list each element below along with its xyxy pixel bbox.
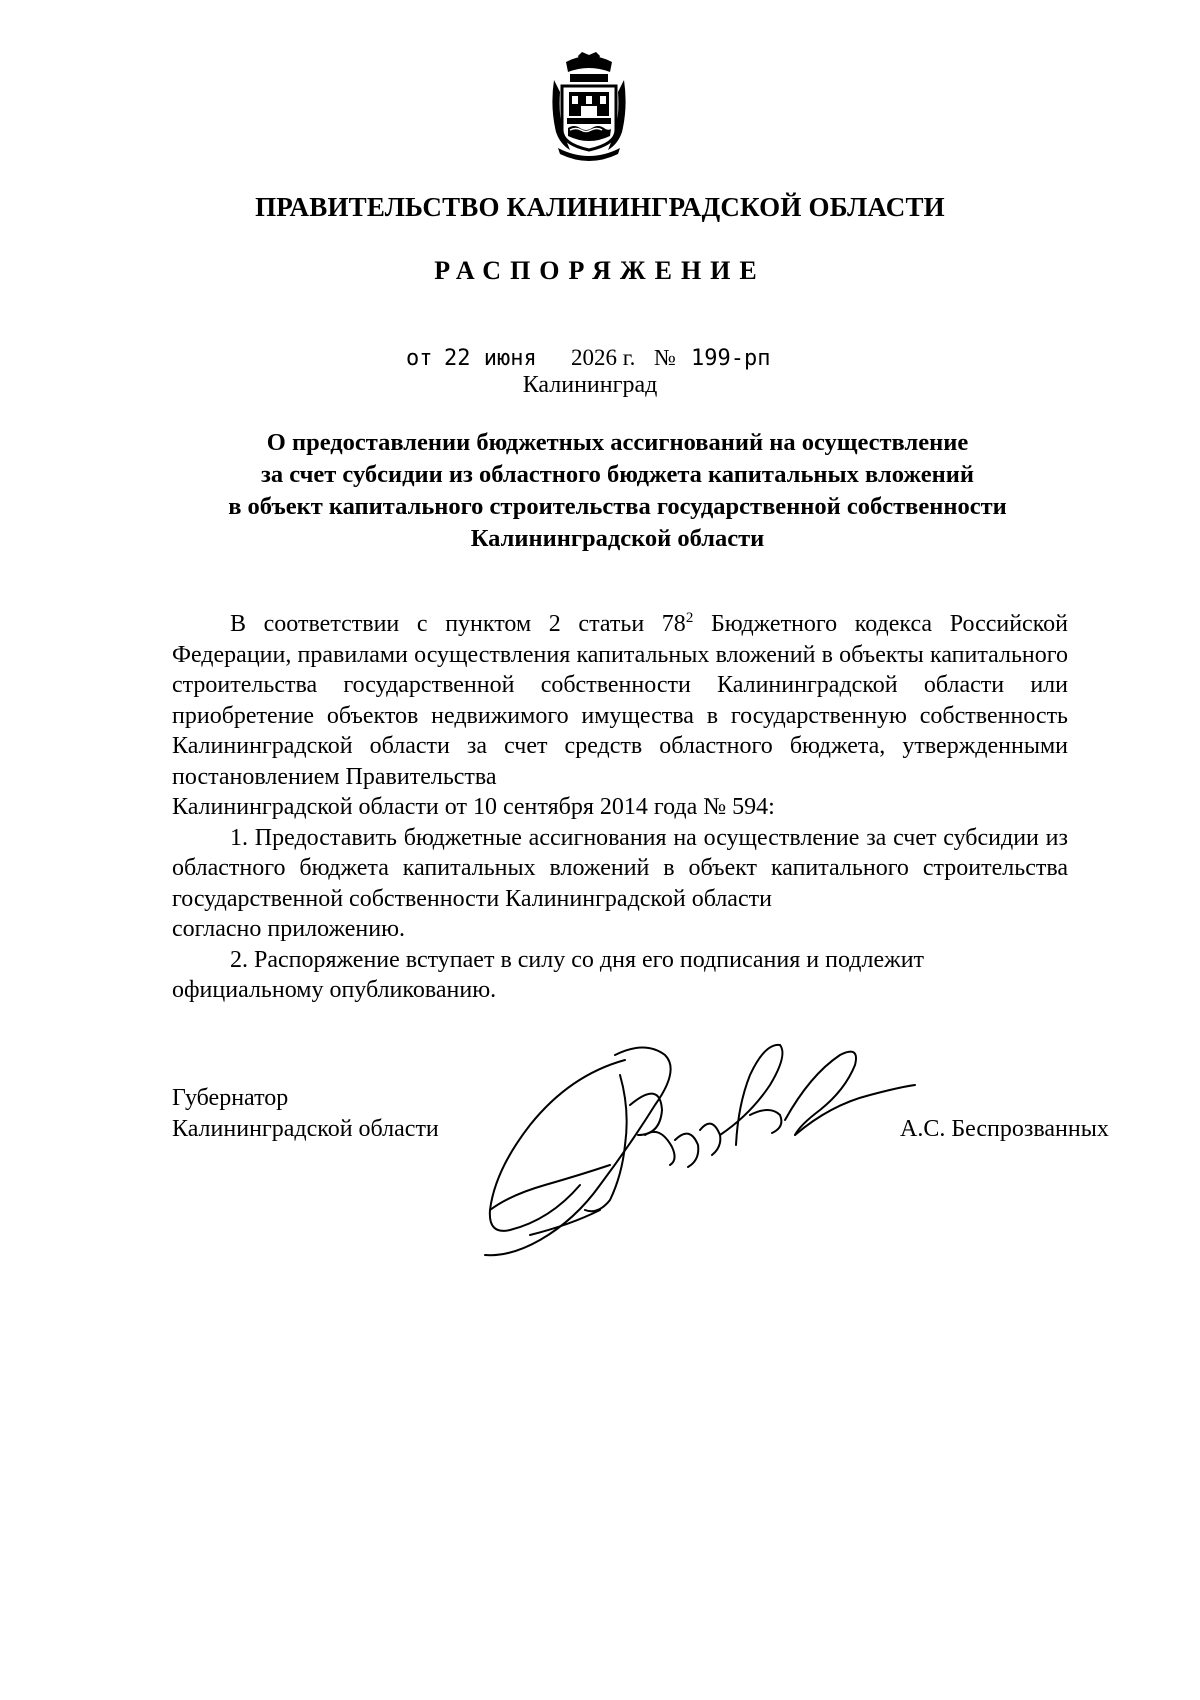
signatory-role (172, 1083, 439, 1144)
signatory-role-line: Губернатор (172, 1085, 289, 1111)
government-heading: ПРАВИТЕЛЬСТВО КАЛИНИНГРАДСКОЙ ОБЛАСТИ (255, 192, 945, 222)
item-1-paragraph: 1. Предоставить бюджетные ассигнования на осуществление за счет субсидии из областного бюджета капитальных вложений в объект капитального строительства государственной собственности Калининградской области (172, 824, 1068, 912)
number-sign: № (654, 345, 676, 370)
article-superscript: 2 (685, 610, 694, 626)
title-line: Калининградской области (470, 525, 765, 552)
city: Калининград (522, 372, 658, 398)
title-line: в объект капитального строительства государственной собственности (228, 493, 1007, 520)
document-type-heading: РАСПОРЯЖЕНИЕ (434, 256, 766, 285)
preamble-text: В соответствии с пунктом 2 статьи 78 (230, 611, 686, 637)
document-body (172, 609, 1068, 1006)
document-title (150, 427, 1085, 555)
title-line: О предоставлении бюджетных ассигнований на осуществление (266, 429, 969, 456)
document-number: 199-рп (691, 346, 771, 371)
signatory-role-line: Калининградской области (172, 1115, 439, 1142)
preamble-text: Бюджетного кодекса Российской Федерации, правилами осуществления капитальных вложений в объекты капитального строительства государственной собственности Калининградской области или приобретение объектов недвижимого имущества в государственную собственность Калининградской области за счет средств областного бюджета, утвержденными постановлением Правительства (172, 611, 1068, 790)
date-prefix: от (406, 346, 433, 371)
preamble-last-line: Калининградской области от 10 сентября 2014 года № 594: (172, 794, 775, 820)
date-year: 2026 г. (571, 345, 636, 370)
signatory-name: А.С. Беспрозванных (900, 1116, 1109, 1142)
item-2-paragraph: 2. Распоряжение вступает в силу со дня его подписания и подлежит (230, 946, 925, 973)
item-2-last-line: официальному опубликованию. (172, 977, 497, 1003)
preamble-paragraph (172, 609, 1068, 792)
title-line: за счет субсидии из областного бюджета капитальных вложений (260, 461, 975, 488)
handwritten-signature (450, 1035, 920, 1270)
item-1-last-line: согласно приложению. (172, 916, 406, 942)
date-day-month: 22 июня (444, 346, 537, 371)
coat-of-arms-icon (548, 52, 630, 164)
